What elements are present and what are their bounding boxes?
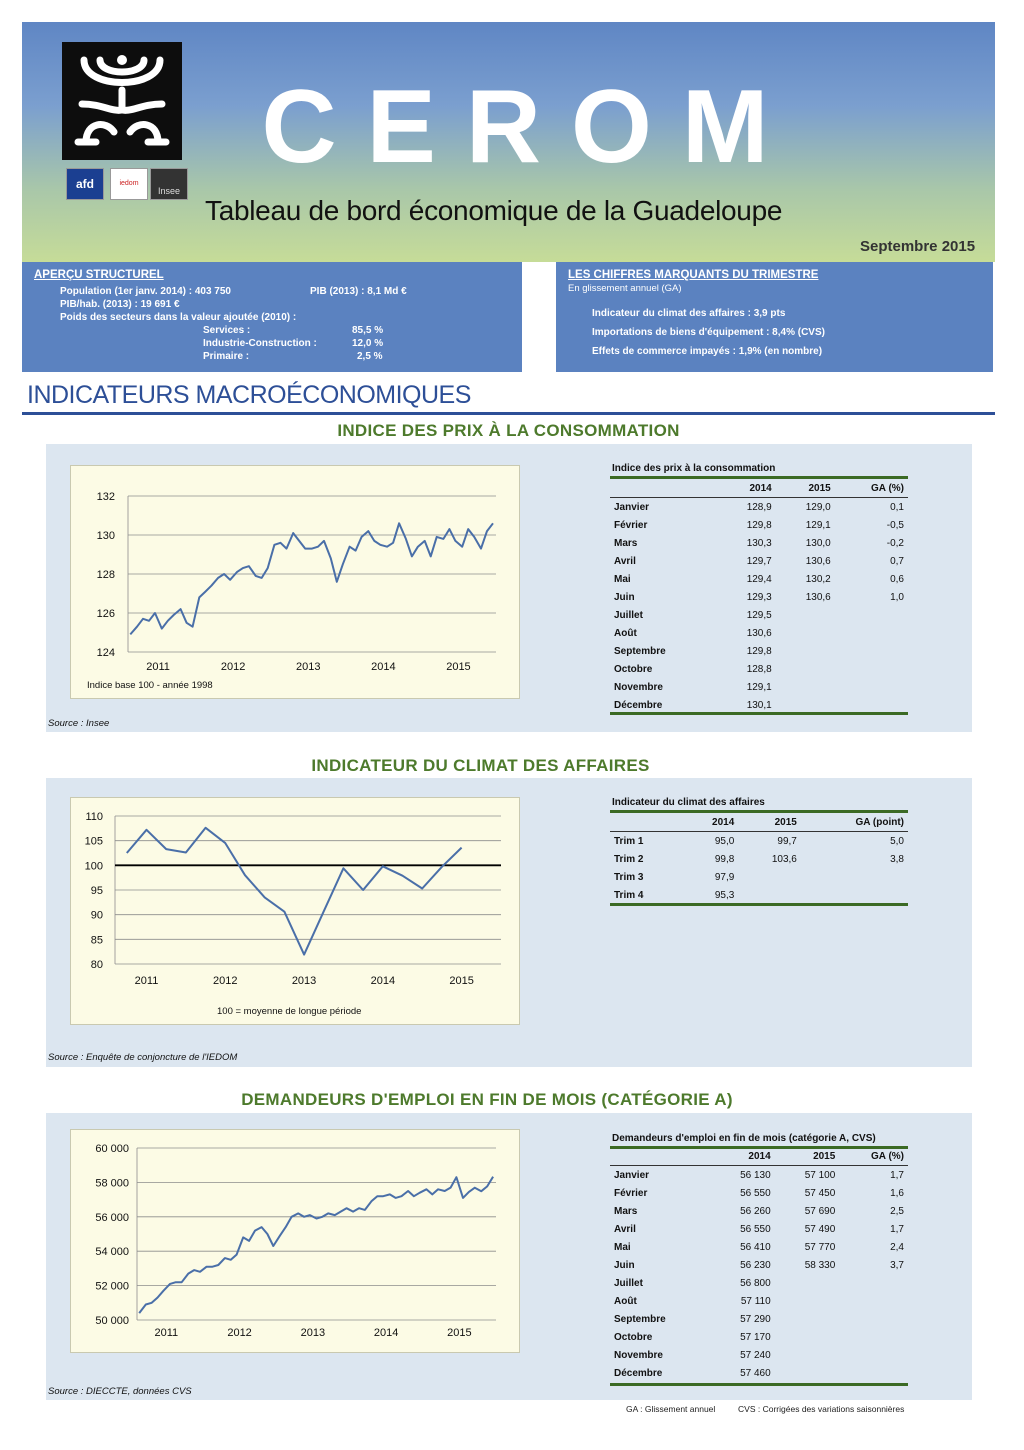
y-tick-label: 100 [84,860,103,873]
table-cell: 95,3 [714,889,735,901]
table-cell: 57 450 [804,1187,836,1199]
table-cell: 129,7 [746,555,772,567]
highlight-item: Indicateur du climat des affaires : 3,9 pts [592,308,786,319]
x-tick-label: 2012 [227,1327,252,1339]
y-tick-label: 132 [96,491,115,503]
sector-value: 2,5 % [357,351,383,362]
table-cell: 103,6 [771,853,797,865]
table-row [610,516,908,534]
table-row [610,624,908,642]
table-cell [839,1274,908,1292]
table-row [610,498,908,517]
table-cell: 130,0 [805,537,831,549]
row-label: Février [614,1187,648,1199]
row-label: Mars [614,1205,638,1217]
table-cell: 5,0 [890,835,904,847]
table-cell: 3,8 [890,853,904,865]
table-header-row [610,1148,908,1166]
y-tick-label: 56 000 [95,1211,129,1224]
table-cell: 1,7 [890,1223,904,1235]
section-title: INDICATEURS MACROÉCONOMIQUES [27,381,471,409]
table-cell: 2,5 [890,1205,904,1217]
table-cell: 57 690 [804,1205,836,1217]
cerom-logo-icon [62,42,182,160]
table-row [610,1238,908,1256]
brand-title: CEROM [261,69,799,185]
emploi-chart-box [70,1129,520,1353]
table-cell: 128,9 [746,501,772,513]
table-cell: 129,1 [805,519,831,531]
emploi-chart [71,1130,519,1352]
table-cell: 58 330 [804,1259,836,1271]
ipc-table-top-rule [610,476,908,479]
series-line [139,1177,493,1313]
x-tick-label: 2011 [134,975,159,987]
x-tick-label: 2014 [370,975,396,987]
y-tick-label: 50 000 [95,1315,129,1327]
page-subtitle: Tableau de bord économique de la Guadeloupe [205,195,783,226]
x-tick-label: 2013 [291,975,317,987]
ipc-table [610,480,908,714]
table-cell [775,1292,840,1310]
row-label: Trim 1 [614,835,644,847]
table-cell: 99,7 [777,835,797,847]
emploi-table [610,1148,908,1382]
table-cell: 3,7 [890,1259,904,1271]
row-label: Septembre [614,645,666,657]
table-cell: 129,5 [746,609,772,621]
row-label: Décembre [614,1367,663,1379]
ipc-table-title: Indice des prix à la consommation [612,463,776,474]
table-cell: 128,8 [746,663,772,675]
ipc-chart-note: Indice base 100 - année 1998 [87,680,213,691]
table-cell: 0,6 [890,573,904,585]
table-cell [776,660,835,678]
ipc-chart [71,466,519,698]
climat-chart-box [70,797,520,1025]
table-cell: 0,1 [890,501,904,513]
table-row [610,886,908,904]
table-cell: 97,9 [714,871,735,883]
row-label: Novembre [614,1349,663,1361]
table-cell: 57 290 [740,1313,771,1325]
row-label: Mai [614,1241,631,1253]
x-tick-label: 2013 [300,1327,326,1339]
table-row [610,570,908,588]
x-tick-label: 2014 [373,1327,399,1339]
y-tick-label: 95 [90,885,103,897]
table-row [610,850,908,868]
table-row [610,588,908,606]
table-row [610,1166,908,1185]
table-cell: 56 130 [740,1169,771,1181]
row-label: Trim 2 [614,853,644,865]
climat-chart [71,798,519,1024]
emploi-source: Source : DIECCTE, données CVS [48,1386,192,1397]
row-label: Mars [614,537,638,549]
y-tick-label: 124 [96,647,115,659]
table-row [610,1202,908,1220]
row-label: Mai [614,573,631,585]
x-tick-label: 2013 [296,661,321,673]
row-label: Janvier [614,501,650,513]
table-cell: 130,1 [746,699,772,711]
table-cell: 129,0 [805,501,831,513]
table-row [610,868,908,886]
x-tick-label: 2012 [213,975,238,987]
row-label: Juin [614,591,635,603]
table-cell: 129,3 [746,591,772,603]
y-tick-label: 52 000 [95,1280,129,1293]
climat-heading: INDICATEUR DU CLIMAT DES AFFAIRES [311,756,650,775]
table-cell: 0,7 [890,555,904,567]
footnote-ga: GA : Glissement annuel [626,1404,716,1414]
table-cell [801,868,908,886]
y-tick-label: 128 [96,569,115,581]
table-row [610,832,908,851]
cerom-logo [62,42,182,160]
column-header: 2014 [712,817,735,828]
table-row [610,1274,908,1292]
table-cell: 2,4 [890,1241,904,1253]
table-cell: 56 550 [740,1223,771,1235]
table-cell: 1,7 [890,1169,904,1181]
column-header: GA (%) [871,483,904,494]
afd-logo: afd [66,168,104,200]
table-row [610,1310,908,1328]
table-row [610,1346,908,1364]
edition-date: Septembre 2015 [860,238,976,255]
footnote-cvs: CVS : Corrigées des variations saisonnières [738,1404,905,1414]
row-label: Décembre [614,699,663,711]
row-label: Novembre [614,681,663,693]
series-line [130,523,493,634]
climat-source: Source : Enquête de conjoncture de l'IEDOM [48,1052,238,1063]
table-cell [775,1346,840,1364]
structure-pib: PIB (2013) : 8,1 Md € [310,286,407,297]
climat-table-title: Indicateur du climat des affaires [612,797,765,808]
table-cell: -0,5 [886,519,904,531]
y-tick-label: 130 [96,530,115,542]
ipc-table-bottom-rule [610,712,908,715]
row-label: Août [614,627,637,639]
row-label: Juin [614,1259,635,1271]
table-cell: 56 800 [740,1277,771,1289]
row-label: Avril [614,1223,636,1235]
footnotes [626,1404,904,1414]
climat-chart-note: 100 = moyenne de longue période [217,1006,362,1017]
table-cell [839,1346,908,1364]
y-tick-label: 90 [90,909,103,922]
table-cell [801,886,908,904]
table-cell: 1,6 [890,1187,904,1199]
table-cell: 129,4 [746,573,772,585]
x-tick-label: 2015 [446,661,471,673]
structure-sector-weights: Poids des secteurs dans la valeur ajoutée (2010) : [60,312,297,323]
x-tick-label: 2014 [371,661,396,673]
sector-value: 85,5 % [352,325,384,336]
section-divider [22,412,995,415]
highlights-subtitle: En glissement annuel (GA) [568,283,682,294]
y-tick-label: 105 [84,835,103,848]
column-header: 2014 [748,1151,771,1162]
row-label: Octobre [614,1331,653,1343]
row-label: Septembre [614,1313,666,1325]
x-tick-label: 2015 [447,1327,472,1339]
table-row [610,1364,908,1382]
table-row [610,1184,908,1202]
x-tick-label: 2011 [146,661,170,673]
y-tick-label: 85 [90,934,103,947]
ipc-source: Source : Insee [48,718,110,729]
emploi-table-title: Demandeurs d'emploi en fin de mois (catégorie A, CVS) [612,1133,876,1144]
table-cell: 129,8 [746,645,772,657]
table-cell: 130,2 [805,573,831,585]
table-row [610,678,908,696]
table-cell: 57 770 [804,1241,836,1253]
row-label: Avril [614,555,636,567]
row-label: Octobre [614,663,653,675]
row-label: Juillet [614,1277,643,1289]
table-cell [775,1364,840,1382]
table-cell [839,1364,908,1382]
structure-title: APERÇU STRUCTUREL [34,269,164,281]
table-row [610,1328,908,1346]
insee-logo: Insee [150,168,188,200]
y-tick-label: 58 000 [95,1177,129,1190]
table-cell [775,1310,840,1328]
table-cell: 56 550 [740,1187,771,1199]
table-cell [776,624,835,642]
table-row [610,642,908,660]
table-cell [738,868,801,886]
table-cell: 1,0 [890,591,904,603]
y-tick-label: 54 000 [95,1246,129,1259]
table-cell [839,1310,908,1328]
table-cell [775,1274,840,1292]
table-row [610,1256,908,1274]
sector-value: 12,0 % [352,338,384,349]
sector-label: Industrie-Construction : [203,338,317,349]
row-label: Trim 3 [614,871,644,883]
table-cell: 57 490 [804,1223,836,1235]
column-header: GA (point) [855,817,904,828]
climat-table-top-rule [610,810,908,813]
iedom-logo: iedom [110,168,148,200]
table-cell: 99,8 [714,853,735,865]
table-header-row [610,814,908,832]
column-header: 2014 [749,483,772,494]
y-tick-label: 60 000 [95,1143,129,1155]
table-cell: 56 230 [740,1259,771,1271]
table-cell [775,1328,840,1346]
table-cell: 56 260 [740,1205,771,1217]
table-cell: 95,0 [714,835,735,847]
table-cell: 130,6 [746,627,772,639]
emploi-heading: DEMANDEURS D'EMPLOI EN FIN DE MOIS (CATÉGORIE A) [241,1090,733,1109]
table-row [610,552,908,570]
column-header: 2015 [813,1151,836,1162]
table-cell: -0,2 [886,537,904,549]
table-cell: 57 240 [740,1349,771,1361]
emploi-table-bottom-rule [610,1383,908,1386]
table-row [610,660,908,678]
ipc-heading: INDICE DES PRIX À LA CONSOMMATION [337,421,680,440]
y-tick-label: 126 [96,608,115,620]
y-tick-label: 80 [90,959,103,971]
table-cell [839,1328,908,1346]
table-cell [835,642,908,660]
table-row [610,1292,908,1310]
table-cell: 130,6 [805,591,831,603]
table-cell: 57 110 [740,1295,771,1307]
table-cell [835,660,908,678]
table-cell: 129,1 [746,681,772,693]
column-header [610,814,681,832]
row-label: Février [614,519,648,531]
column-header [610,1148,710,1166]
highlights-title: LES CHIFFRES MARQUANTS DU TRIMESTRE [568,269,819,281]
table-row [610,606,908,624]
column-header: 2015 [808,483,831,494]
table-cell [835,606,908,624]
structure-pib-hab: PIB/hab. (2013) : 19 691 € [60,299,180,310]
climat-table [610,814,908,904]
sector-label: Primaire : [203,351,250,362]
y-tick-label: 110 [85,811,103,823]
highlight-item: Effets de commerce impayés : 1,9% (en nombre) [592,346,823,357]
table-cell [835,678,908,696]
x-tick-label: 2012 [220,661,246,673]
table-header-row [610,480,908,498]
column-header [610,480,717,498]
table-cell [776,606,835,624]
sector-label: Services : [203,325,251,336]
table-cell [776,678,835,696]
climat-table-bottom-rule [610,903,908,906]
table-cell: 56 410 [740,1241,771,1253]
table-row [610,534,908,552]
table-cell [776,642,835,660]
row-label: Août [614,1295,637,1307]
row-label: Trim 4 [614,889,644,901]
column-header: 2015 [774,817,797,828]
table-row [610,1220,908,1238]
x-tick-label: 2015 [449,975,474,987]
table-cell: 130,6 [805,555,831,567]
table-cell [839,1292,908,1310]
structure-population: Population (1er janv. 2014) : 403 750 [60,286,231,297]
table-cell [738,886,801,904]
highlight-item: Importations de biens d'équipement : 8,4% (CVS) [592,327,825,338]
structure-box [22,262,522,372]
column-header: GA (%) [871,1151,904,1162]
table-cell: 57 170 [740,1331,771,1343]
table-cell: 57 100 [804,1169,836,1181]
table-cell [835,624,908,642]
table-cell: 57 460 [740,1367,771,1379]
row-label: Juillet [614,609,643,621]
ipc-chart-box [70,465,520,699]
row-label: Janvier [614,1169,650,1181]
series-line [127,828,462,955]
table-cell: 129,8 [746,519,772,531]
table-cell: 130,3 [746,537,772,549]
x-tick-label: 2011 [154,1327,179,1339]
highlights-box [556,262,993,372]
